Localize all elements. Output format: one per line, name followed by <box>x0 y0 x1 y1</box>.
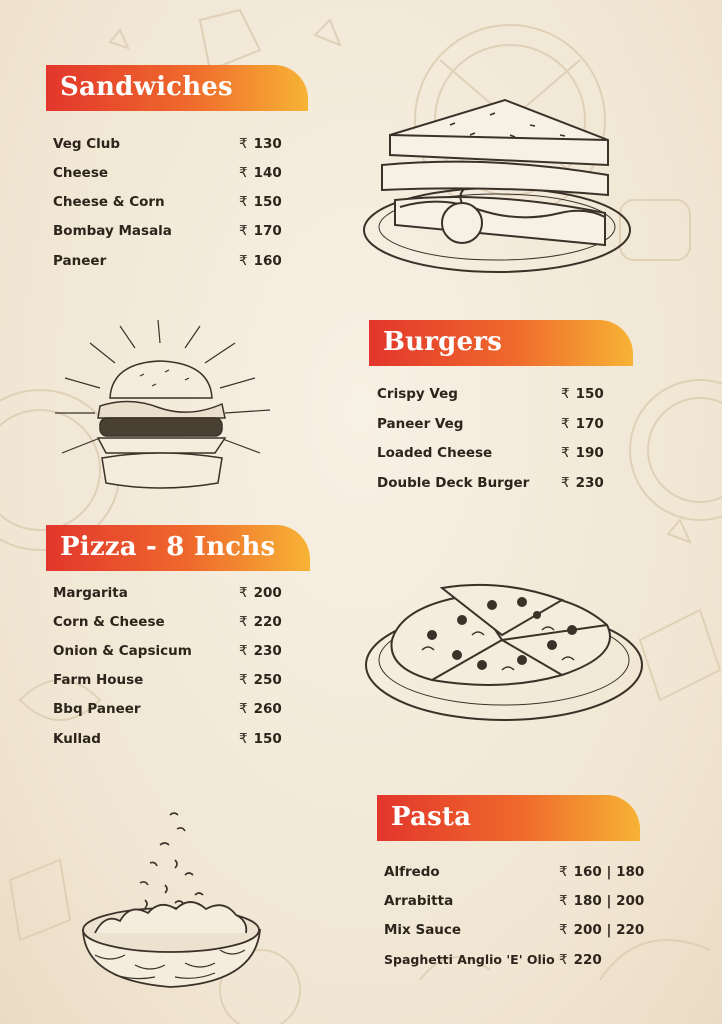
list-item <box>384 864 654 886</box>
rupee-symbol: ₹ <box>239 223 248 239</box>
list-item <box>53 253 293 275</box>
item-name: Paneer Veg <box>377 416 464 432</box>
item-price: 170 <box>575 416 604 432</box>
list-item <box>53 223 293 245</box>
item-price: 150 <box>253 731 282 747</box>
item-name: Paneer <box>53 253 107 269</box>
list-item <box>384 922 654 944</box>
burger-illustration <box>40 318 290 503</box>
rupee-symbol: ₹ <box>561 445 570 461</box>
list-item <box>53 194 293 216</box>
list-item <box>53 643 293 665</box>
rupee-symbol: ₹ <box>561 416 570 432</box>
rupee-symbol: ₹ <box>239 614 248 630</box>
item-price: 160 | 180 <box>573 864 645 880</box>
item-price-wrap <box>239 194 282 210</box>
pasta-banner <box>377 795 640 841</box>
item-name: Veg Club <box>53 136 121 152</box>
list-item <box>377 386 617 408</box>
item-name: Bbq Paneer <box>53 701 141 717</box>
item-name: Crispy Veg <box>377 386 458 402</box>
burgers-title: Burgers <box>383 327 503 357</box>
sandwich-illustration <box>360 95 635 285</box>
item-name: Double Deck Burger <box>377 475 530 491</box>
item-price-wrap <box>239 165 282 181</box>
item-price-wrap <box>239 614 282 630</box>
rupee-symbol: ₹ <box>561 475 570 491</box>
list-item <box>384 952 654 974</box>
pasta-illustration <box>75 805 270 995</box>
pasta-title: Pasta <box>391 802 472 832</box>
pizza-illustration <box>362 580 647 725</box>
item-price: 130 <box>253 136 282 152</box>
item-price: 230 <box>575 475 604 491</box>
item-name: Margarita <box>53 585 128 601</box>
item-price: 140 <box>253 165 282 181</box>
item-price-wrap <box>239 136 282 152</box>
list-item <box>53 672 293 694</box>
item-price: 170 <box>253 223 282 239</box>
sandwiches-title: Sandwiches <box>60 72 233 102</box>
list-item <box>53 136 293 158</box>
item-name: Onion & Capsicum <box>53 643 192 659</box>
item-name: Arrabitta <box>384 893 454 909</box>
item-price-wrap <box>239 643 282 659</box>
item-price-wrap <box>239 253 282 269</box>
list-item <box>53 165 293 187</box>
item-price: 260 <box>253 701 282 717</box>
pasta-section <box>377 795 677 980</box>
item-price-wrap <box>561 386 604 402</box>
item-name: Alfredo <box>384 864 440 880</box>
list-item <box>377 416 617 438</box>
item-price-wrap <box>559 922 644 938</box>
rupee-symbol: ₹ <box>239 136 248 152</box>
item-price: 180 | 200 <box>573 893 645 909</box>
list-item <box>377 445 617 467</box>
item-price: 150 <box>253 194 282 210</box>
item-name: Farm House <box>53 672 144 688</box>
item-price-wrap <box>239 672 282 688</box>
sandwiches-section <box>46 65 346 285</box>
item-price-wrap <box>559 952 602 968</box>
item-price-wrap <box>239 731 282 747</box>
rupee-symbol: ₹ <box>559 893 568 909</box>
rupee-symbol: ₹ <box>239 643 248 659</box>
item-name: Cheese <box>53 165 109 181</box>
item-price: 200 | 220 <box>573 922 645 938</box>
pizza-title: Pizza - 8 Inchs <box>60 532 276 562</box>
rupee-symbol: ₹ <box>239 194 248 210</box>
list-item <box>53 614 293 636</box>
item-price-wrap <box>239 701 282 717</box>
item-name: Loaded Cheese <box>377 445 493 461</box>
rupee-symbol: ₹ <box>239 585 248 601</box>
rupee-symbol: ₹ <box>239 672 248 688</box>
item-price-wrap <box>561 475 604 491</box>
item-price-wrap <box>561 416 604 432</box>
rupee-symbol: ₹ <box>239 165 248 181</box>
rupee-symbol: ₹ <box>239 731 248 747</box>
item-price-wrap <box>559 893 644 909</box>
item-name: Mix Sauce <box>384 922 462 938</box>
list-item <box>384 893 654 915</box>
rupee-symbol: ₹ <box>239 253 248 269</box>
sandwiches-banner <box>46 65 308 111</box>
item-price: 150 <box>575 386 604 402</box>
item-price: 220 <box>573 952 602 968</box>
item-price-wrap <box>559 864 644 880</box>
burgers-section <box>369 320 669 510</box>
rupee-symbol: ₹ <box>559 864 568 880</box>
item-price: 190 <box>575 445 604 461</box>
pizza-section <box>46 525 346 755</box>
list-item <box>53 585 293 607</box>
list-item <box>53 701 293 723</box>
list-item <box>377 475 617 497</box>
rupee-symbol: ₹ <box>559 922 568 938</box>
item-name: Corn & Cheese <box>53 614 165 630</box>
item-price-wrap <box>239 223 282 239</box>
item-name: Bombay Masala <box>53 223 172 239</box>
rupee-symbol: ₹ <box>239 701 248 717</box>
item-name: Kullad <box>53 731 101 747</box>
rupee-symbol: ₹ <box>559 952 568 968</box>
pizza-banner <box>46 525 310 571</box>
item-name: Spaghetti Anglio 'E' Olio <box>384 952 555 967</box>
list-item <box>53 731 293 753</box>
item-price: 200 <box>253 585 282 601</box>
item-price-wrap <box>239 585 282 601</box>
item-price-wrap <box>561 445 604 461</box>
rupee-symbol: ₹ <box>561 386 570 402</box>
item-price: 160 <box>253 253 282 269</box>
burgers-banner <box>369 320 633 366</box>
item-name: Cheese & Corn <box>53 194 165 210</box>
item-price: 230 <box>253 643 282 659</box>
item-price: 250 <box>253 672 282 688</box>
item-price: 220 <box>253 614 282 630</box>
